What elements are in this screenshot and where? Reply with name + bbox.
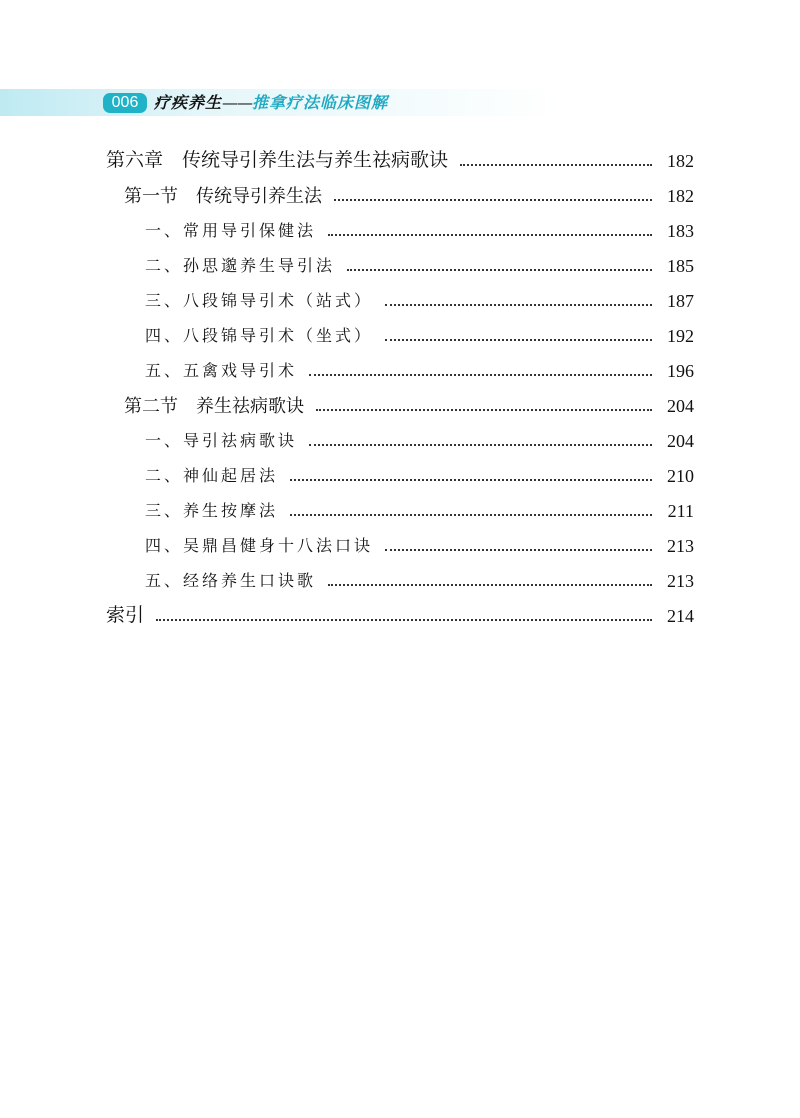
- toc-entry-label: 第一节 传统导引养生法: [124, 186, 322, 206]
- toc-entry-label: 二、孙思邈养生导引法: [145, 256, 336, 275]
- toc-entry-label: 二、神仙起居法: [145, 466, 279, 485]
- toc-entry-page: 183: [667, 220, 694, 241]
- toc-entry-page: 211: [667, 500, 694, 521]
- toc-leader-dots: [347, 269, 652, 271]
- page-number-badge: 006: [103, 93, 147, 113]
- toc-entry-label: 四、八段锦导引术（坐式）: [145, 326, 374, 345]
- toc-entry-label: 三、八段锦导引术（站式）: [145, 291, 374, 310]
- toc-leader-dots: [309, 444, 652, 446]
- book-title: 疗疾养生: [154, 93, 223, 112]
- book-subtitle: 推拿疗法临床图解: [252, 93, 389, 112]
- toc-entry-subsection[interactable]: [145, 216, 694, 246]
- toc-entry-label: 索引: [106, 605, 145, 626]
- toc-entry-page: 196: [667, 360, 694, 381]
- toc-entry-section[interactable]: [124, 181, 694, 211]
- running-header-title: [154, 92, 388, 114]
- toc-leader-dots: [385, 549, 652, 551]
- toc-entry-index[interactable]: [106, 601, 694, 631]
- toc-entry-page: 204: [667, 395, 694, 416]
- toc-entry-page: 204: [667, 430, 694, 451]
- toc-leader-dots: [309, 374, 652, 376]
- toc-leader-dots: [328, 584, 652, 586]
- toc-entry-subsection[interactable]: [145, 426, 694, 456]
- toc-entry-label: 一、常用导引保健法: [145, 221, 317, 240]
- toc-leader-dots: [385, 339, 652, 341]
- toc-entry-label: 第六章 传统导引养生法与养生祛病歌诀: [106, 150, 449, 171]
- toc-leader-dots: [316, 409, 652, 411]
- toc-entry-subsection[interactable]: [145, 461, 694, 491]
- toc-entry-label: 五、五禽戏导引术: [145, 361, 298, 380]
- toc-entry-subsection[interactable]: [145, 566, 694, 596]
- toc-entry-page: 192: [667, 325, 694, 346]
- toc-entry-page: 213: [667, 535, 694, 556]
- toc-entry-subsection[interactable]: [145, 286, 694, 316]
- toc-entry-subsection[interactable]: [145, 321, 694, 351]
- toc-entry-section[interactable]: [124, 391, 694, 421]
- toc-entry-label: 五、经络养生口诀歌: [145, 571, 317, 590]
- toc-entry-page: 185: [667, 255, 694, 276]
- toc-leader-dots: [290, 514, 652, 516]
- toc-leader-dots: [156, 619, 652, 621]
- toc-entry-label: 四、吴鼎昌健身十八法口诀: [145, 536, 374, 555]
- toc-entry-subsection[interactable]: [145, 356, 694, 386]
- toc-entry-chapter[interactable]: [106, 146, 694, 176]
- toc-entry-page: 213: [667, 570, 694, 591]
- toc-entry-page: 182: [667, 150, 694, 171]
- toc-entry-subsection[interactable]: [145, 251, 694, 281]
- toc-entry-page: 210: [667, 465, 694, 486]
- title-dash: ——: [222, 93, 253, 112]
- toc-leader-dots: [328, 234, 652, 236]
- toc-entry-page: 214: [667, 605, 694, 626]
- toc-leader-dots: [460, 164, 652, 166]
- toc-entry-label: 三、养生按摩法: [145, 501, 279, 520]
- toc-entry-page: 187: [667, 290, 694, 311]
- toc-entry-label: 第二节 养生祛病歌诀: [124, 396, 304, 416]
- toc-leader-dots: [290, 479, 652, 481]
- toc-entry-subsection[interactable]: [145, 496, 694, 526]
- toc-entry-label: 一、导引祛病歌诀: [145, 431, 298, 450]
- toc-leader-dots: [385, 304, 652, 306]
- toc-entry-page: 182: [667, 185, 694, 206]
- toc-leader-dots: [334, 199, 652, 201]
- toc-entry-subsection[interactable]: [145, 531, 694, 561]
